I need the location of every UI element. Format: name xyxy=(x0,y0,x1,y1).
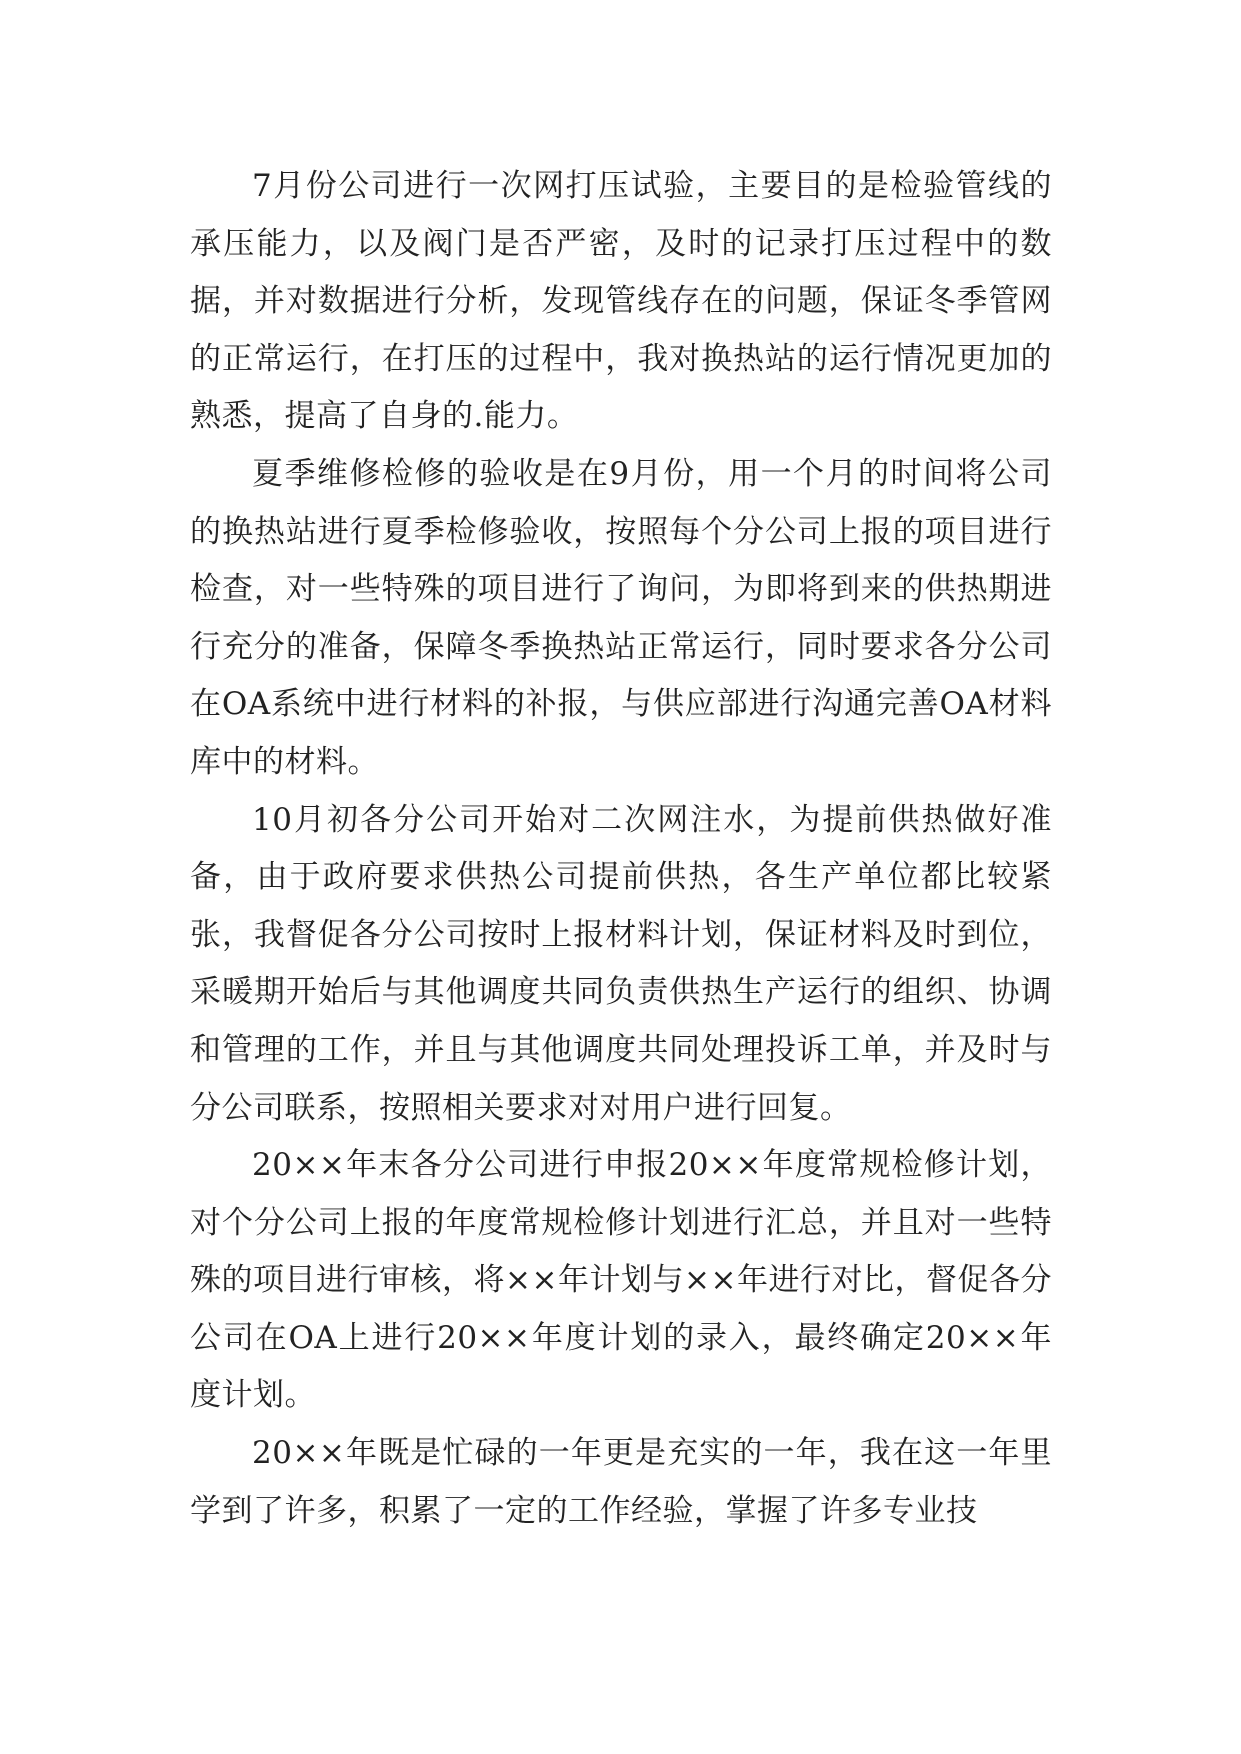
paragraph-annual-plan: 20××年末各分公司进行申报20××年度常规检修计划，对个分公司上报的年度常规检修计划进行汇总，并且对一些特殊的项目进行审核，将××年计划与××年进行对比，督促各分公司在OA上进行20××年度计划的录入，最终确定20××年度计划。 xyxy=(190,1147,1052,1414)
paragraph-october-heating: 10月初各分公司开始对二次网注水，为提前供热做好准备，由于政府要求供热公司提前供热，各生产单位都比较紧张，我督促各分公司按时上报材料计划，保证材料及时到位，采暖期开始后与其他调度共同负责供热生产运行的组织、协调和管理的工作，并且与其他调度共同处理投诉工单，并及时与分公司联系，按照相关要求对对用户进行回复。 xyxy=(190,801,1052,1126)
document-body xyxy=(190,158,1052,1540)
paragraph-pressure-test: 7月份公司进行一次网打压试验，主要目的是检验管线的承压能力，以及阀门是否严密，及时的记录打压过程中的数据，并对数据进行分析，发现管线存在的问题，保证冬季管网的正常运行，在打压的过程中，我对换热站的运行情况更加的熟悉，提高了自身的.能力。 xyxy=(190,168,1052,435)
paragraph-year-summary: 20××年既是忙碌的一年更是充实的一年，我在这一年里学到了许多，积累了一定的工作经验，掌握了许多专业技 xyxy=(190,1435,1052,1529)
paragraph-summer-inspection: 夏季维修检修的验收是在9月份，用一个月的时间将公司的换热站进行夏季检修验收，按照每个分公司上报的项目进行检查，对一些特殊的项目进行了询问，为即将到来的供热期进行充分的准备，保障冬季换热站正常运行，同时要求各分公司在OA系统中进行材料的补报，与供应部进行沟通完善OA材料库中的材料。 xyxy=(190,455,1052,780)
